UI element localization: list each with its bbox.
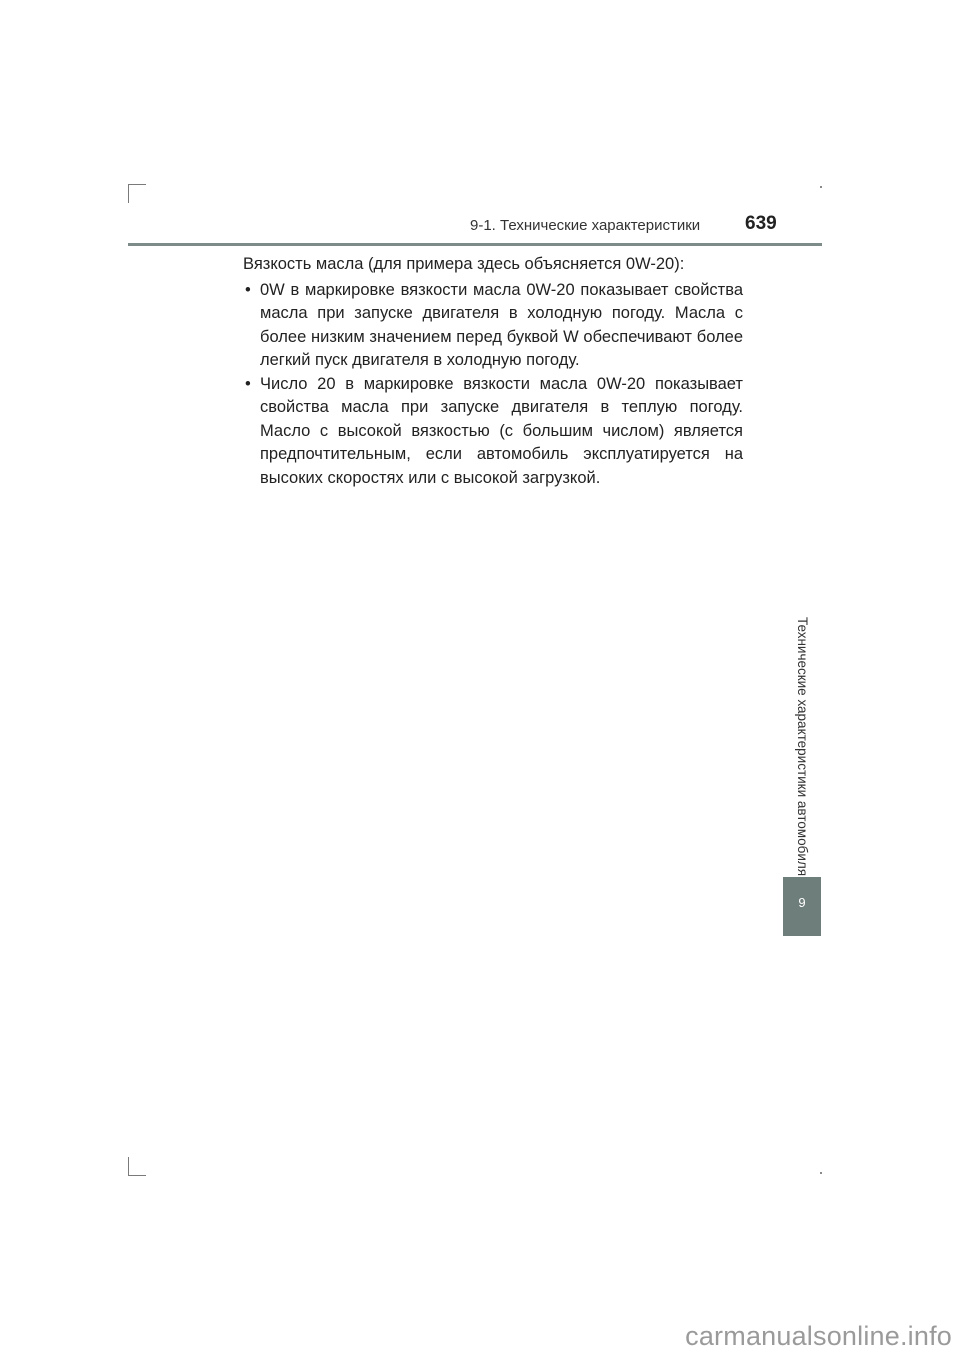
intro-paragraph: Вязкость масла (для примера здесь объясняется 0W-20): bbox=[243, 255, 685, 273]
list-item-text: Число 20 в маркировке вязкости масла 0W-20 показывает свойства масла при запуске двигателя в теплую погоду. Масло с высокой вязкостью (с большим числом) является предпочтительным, если автомобиль эксплуатируется на высоких скоростях или с высокой загрузкой. bbox=[260, 374, 743, 487]
bullet-list bbox=[243, 279, 743, 491]
main-content bbox=[243, 253, 743, 490]
list-item bbox=[243, 373, 743, 491]
list-item bbox=[243, 279, 743, 373]
page-number: 639 bbox=[745, 213, 777, 234]
header-rule bbox=[128, 243, 822, 246]
chapter-number: 9 bbox=[798, 895, 806, 910]
chapter-tab bbox=[783, 877, 821, 936]
watermark: carmanualsonline.info bbox=[685, 1321, 952, 1351]
crop-mark-bottom-left-horizontal bbox=[128, 1175, 146, 1176]
bullet-icon: • bbox=[245, 280, 251, 299]
crop-mark-top-left-horizontal bbox=[128, 184, 146, 185]
crop-dot-top-right bbox=[820, 186, 822, 188]
crop-mark-top-left-vertical bbox=[128, 184, 129, 203]
side-tab-label: Технические характеристики автомобиля bbox=[795, 617, 810, 877]
section-title: 9-1. Технические характеристики bbox=[470, 217, 701, 234]
crop-mark-bottom-left-vertical bbox=[128, 1157, 129, 1176]
bullet-icon: • bbox=[245, 374, 251, 393]
list-item-text: 0W в маркировке вязкости масла 0W-20 показывает свойства масла при запуске двигателя в холодную погоду. Масла с более низким значением перед буквой W обеспечивают более легкий пуск двигателя в холодную погоду. bbox=[260, 280, 743, 369]
crop-dot-bottom-right bbox=[820, 1172, 822, 1174]
